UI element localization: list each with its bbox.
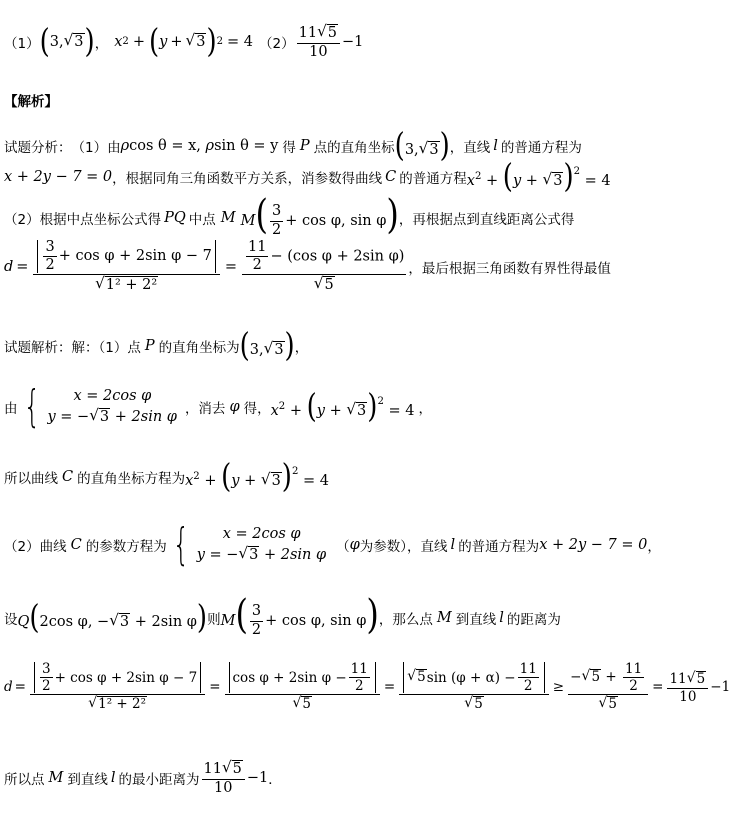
equals-4: = 4: [227, 33, 254, 50]
text: （2）曲线: [4, 539, 67, 555]
brace: {: [172, 519, 190, 570]
text: （1）由: [71, 140, 121, 156]
exp-2: 2: [122, 36, 129, 48]
param-system: x = 2cos φ y = − √ 3 + 2sin φ: [196, 525, 327, 564]
answer-label-2: （2）: [259, 35, 295, 52]
sqrt-3: √ 3: [185, 31, 206, 51]
analysis-line-4: [4, 240, 611, 294]
var-M: M: [48, 769, 64, 786]
var-C: C: [62, 469, 74, 485]
equals: =: [383, 679, 396, 696]
var-M: M: [436, 609, 452, 626]
text: 的普通方程为: [500, 140, 582, 156]
text: 中点: [188, 211, 216, 228]
brace: {: [23, 381, 40, 432]
paren-right: ): [84, 23, 95, 61]
var-PQ: PQ: [164, 209, 186, 226]
var-M: M: [220, 209, 236, 226]
text: 的直角坐标方程为: [77, 471, 186, 487]
paren-left: (: [39, 23, 50, 61]
text: ，: [294, 340, 309, 356]
equals: =: [652, 679, 664, 696]
cos-theta: cos θ = x,: [129, 138, 206, 154]
text: ，: [418, 401, 432, 417]
text: ，再根据点到直线距离公式得: [398, 211, 575, 228]
text: ，最后根据三角函数有界性得最值: [408, 261, 611, 278]
solution-line-2: 由 { x = 2cos φ y = − √ 3 + 2sin φ ，消去 φ 得， $x^2 + (y$ + √ 3 )$^2$ = 4 ，: [4, 381, 432, 432]
text: 为参数），直线: [359, 539, 448, 555]
text: ，根据同角三角函数平方关系，消参数得曲线: [112, 171, 383, 187]
var-l: l: [493, 138, 498, 154]
text: ，消去: [184, 401, 226, 417]
text: 所以点: [4, 771, 45, 788]
analysis-line-3: （2）根据中点坐标公式得 PQ 中点 M M( $\frac{3}{2}$ + cos φ, sin φ) ，再根据点到直线距离公式得: [4, 190, 575, 238]
var-x: x: [114, 33, 123, 50]
solution-line-5: 设 Q(2cos φ, − √ 3 + 2sin φ) 则 M( $\frac{3}{2}$ + cos φ, sin φ) ，那么点 M 到直线 l 的距离为: [4, 590, 561, 638]
var-C: C: [70, 537, 82, 553]
exp-2: 2: [216, 36, 224, 48]
param-system: x = 2cos φ y = − √ 3 + 2sin φ: [47, 387, 177, 426]
solution-line-1: 试题解析： 解：（1）点 P 的直角坐标为 (3, √ 3 ) ，: [4, 327, 309, 365]
thinking-heading: 试题分析：: [4, 140, 72, 156]
text: 由: [4, 401, 18, 417]
sqrt-3: √ 3: [63, 31, 84, 51]
text: 的直角坐标为: [158, 340, 240, 356]
text: 到直线: [67, 771, 108, 788]
plus-sign: +: [170, 33, 183, 50]
text: ．: [268, 771, 282, 788]
text: 设: [4, 611, 18, 628]
equals: =: [14, 679, 26, 696]
minus-one: −1: [246, 769, 269, 786]
sin-theta: sin θ = y: [214, 138, 279, 154]
var-l: l: [450, 537, 456, 553]
line-equation: x + 2y − 7 = 0: [4, 169, 113, 185]
distance-fraction-e: 11 √ 5 10: [667, 671, 708, 705]
equals: =: [16, 259, 29, 276]
var-phi: φ: [229, 399, 240, 415]
text: 的距离为: [506, 611, 561, 628]
var-d: d: [4, 259, 14, 276]
var-P: P: [299, 138, 310, 154]
text: 所以曲线: [4, 471, 58, 487]
answer-line: [4, 24, 363, 60]
text: （2）根据中点坐标公式得: [4, 211, 162, 228]
solution-line-3: 所以曲线 C 的直角坐标方程为 $x^2 + (y$ + √ 3 )$^2$ = 4: [4, 458, 329, 496]
rho: ρ: [205, 138, 215, 154]
fraction-min-distance: 11 √ 5 10: [297, 24, 340, 60]
analysis-line-1: 试题分析： （1）由 ρcos θ = x, ρsin θ = y 得 P 点的直角坐标 (3, √ 3 ) ，直线 l 的普通方程为: [4, 127, 582, 165]
separator: ，: [94, 35, 109, 52]
solution-heading: 试题解析：: [4, 340, 72, 356]
point-x: 3,: [404, 142, 419, 158]
paren-right: ): [206, 23, 217, 61]
text: 的最小距离为: [118, 771, 200, 788]
text: 点的直角坐标: [313, 140, 395, 156]
rho: ρ: [120, 138, 130, 154]
var-l: l: [499, 609, 504, 626]
analysis-line-2: x + 2y − 7 = 0 ，根据同角三角函数平方关系，消参数得曲线 C 的普通方程 $x^2 + (y$ + √ 3 )$^2$ = 4: [4, 158, 611, 196]
equals: =: [209, 679, 221, 696]
text: 到直线: [455, 611, 497, 628]
equals: =: [224, 259, 238, 276]
solution-line-6: [4, 662, 730, 713]
var-d: d: [4, 679, 13, 696]
distance-fraction-d: − √ 5 + $\frac{11}{2}$ √ 5: [568, 662, 648, 713]
minus-one: −1: [710, 679, 730, 696]
solution-line-7: [4, 760, 282, 796]
analysis-title: 【解析】: [4, 94, 58, 110]
var-P: P: [144, 338, 155, 354]
plus-sign: +: [132, 33, 145, 50]
paren-left: (: [148, 23, 160, 61]
text: 的参数方程为: [85, 539, 167, 555]
geq-sign: ≥: [552, 679, 565, 696]
text: （: [336, 539, 350, 555]
text: 得: [282, 140, 296, 156]
var-phi: φ: [349, 537, 360, 553]
var-C: C: [385, 169, 397, 185]
distance-fraction-a: $\frac{3}{2}$ + cos φ + 2sin φ − 7 √ 1² + 2²: [30, 662, 205, 713]
answer-label-1: （1）: [4, 35, 40, 52]
var-l: l: [110, 769, 116, 786]
var-y: y: [159, 33, 168, 50]
answer-point-x: 3,: [49, 33, 64, 50]
text: 的普通方程为: [458, 539, 540, 555]
text: ，: [647, 539, 661, 555]
text: ，直线: [449, 140, 491, 156]
text: 的普通方程: [399, 171, 467, 187]
distance-fraction-c: √ 5 sin (φ + α) − $\frac{11}{2}$ √ 5: [399, 662, 549, 713]
fraction-min-distance: 11 √ 5 10: [202, 760, 245, 796]
distance-fraction-1: $\frac{3}{2}$ + cos φ + 2sin φ − 7 √ 1² + 2²: [33, 240, 219, 294]
distance-fraction-b: cos φ + 2sin φ − $\frac{11}{2}$ √ 5: [225, 662, 380, 713]
distance-fraction-2: $\frac{11}{2}$ − (cos φ + 2sin φ) √ 5: [242, 240, 406, 294]
line-equation: x + 2y − 7 = 0: [539, 537, 648, 553]
minus-one: −1: [342, 33, 364, 50]
text: 解：（1）点: [71, 340, 141, 356]
text: 则: [207, 611, 221, 628]
text: 得，: [243, 401, 271, 417]
analysis-heading: [4, 90, 58, 110]
text: ，那么点: [378, 611, 433, 628]
solution-line-4: [4, 519, 661, 570]
